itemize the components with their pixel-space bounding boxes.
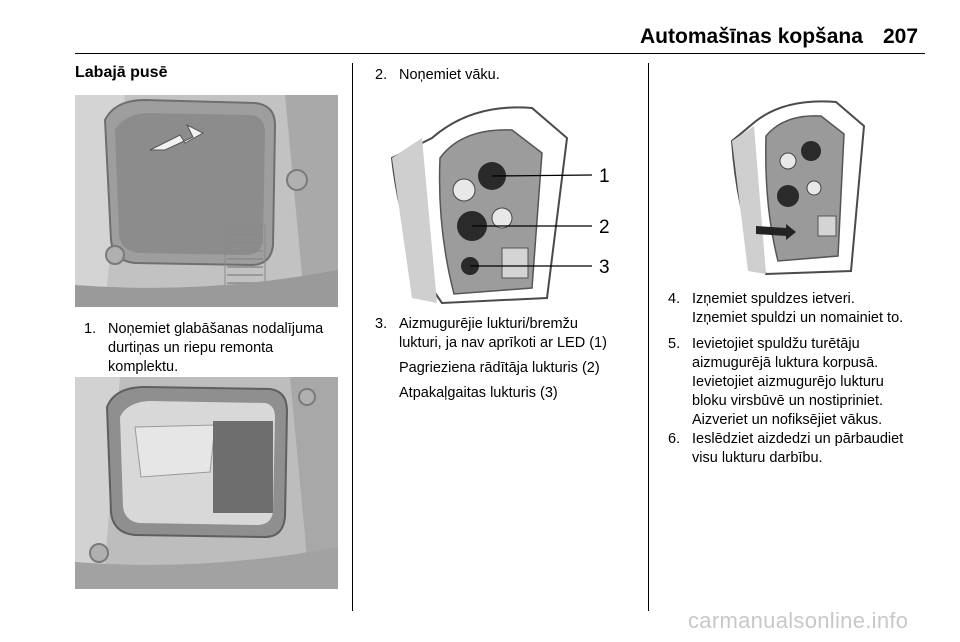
step-text: lukturi, ja nav aprīkoti ar LED (1) (399, 335, 607, 351)
column-divider-right (648, 63, 649, 611)
bulb-holder-removal-figure (726, 96, 871, 276)
step-text: Aizmugurējie lukturi/bremžu (399, 316, 578, 332)
step-2 (375, 66, 637, 85)
step-number: 4. (668, 291, 681, 307)
page-number: 207 (883, 25, 919, 48)
step-text: Ievietojiet aizmugurējo lukturu (692, 374, 884, 390)
step-number: 1. (84, 321, 97, 337)
step-subtext: Pagrieziena rādītāja lukturis (2) (399, 360, 600, 376)
step-text: aizmugurējā luktura korpusā. (692, 355, 879, 371)
step-text: Izņemiet spuldzes ietveri. (692, 291, 855, 307)
column-divider-left (352, 63, 353, 611)
step-number: 3. (375, 316, 388, 332)
step-4 (668, 290, 948, 328)
step-3 (375, 315, 643, 403)
trunk-compartment-door-figure (75, 95, 338, 307)
running-header-title: Automašīnas kopšana (640, 25, 863, 48)
watermark-url: carmanualsonline.info (688, 608, 909, 633)
step-number: 6. (668, 431, 681, 447)
step-subtext: Atpakaļgaitas lukturis (3) (399, 385, 558, 401)
step-number: 2. (375, 67, 388, 83)
step-text: bloku virsbūvē un nostipriniet. (692, 393, 884, 409)
step-number: 5. (668, 336, 681, 352)
callout-label: 3 (599, 257, 610, 278)
step-text: durtiņas un riepu remonta (108, 340, 274, 356)
step-text: visu lukturu darbību. (692, 450, 823, 466)
header-rule (75, 53, 925, 54)
step-6 (668, 430, 948, 468)
trunk-compartment-open-figure (75, 377, 338, 589)
step-text: Noņemiet glabāšanas nodalījuma (108, 321, 324, 337)
step-text: Noņemiet vāku. (399, 67, 500, 83)
callout-label: 1 (599, 166, 610, 187)
step-1 (84, 320, 346, 377)
tail-lamp-bulb-positions-figure (382, 98, 622, 310)
step-5 (668, 335, 948, 430)
step-text: komplektu. (108, 359, 179, 375)
step-text: Ievietojiet spuldžu turētāju (692, 336, 860, 352)
callout-label: 2 (599, 217, 610, 238)
step-text: Ieslēdziet aizdedzi un pārbaudiet (692, 431, 904, 447)
section-heading: Labajā pusē (75, 64, 168, 81)
step-text: Izņemiet spuldzi un nomainiet to. (692, 310, 904, 326)
step-text: Aizveriet un nofiksējiet vākus. (692, 412, 883, 428)
